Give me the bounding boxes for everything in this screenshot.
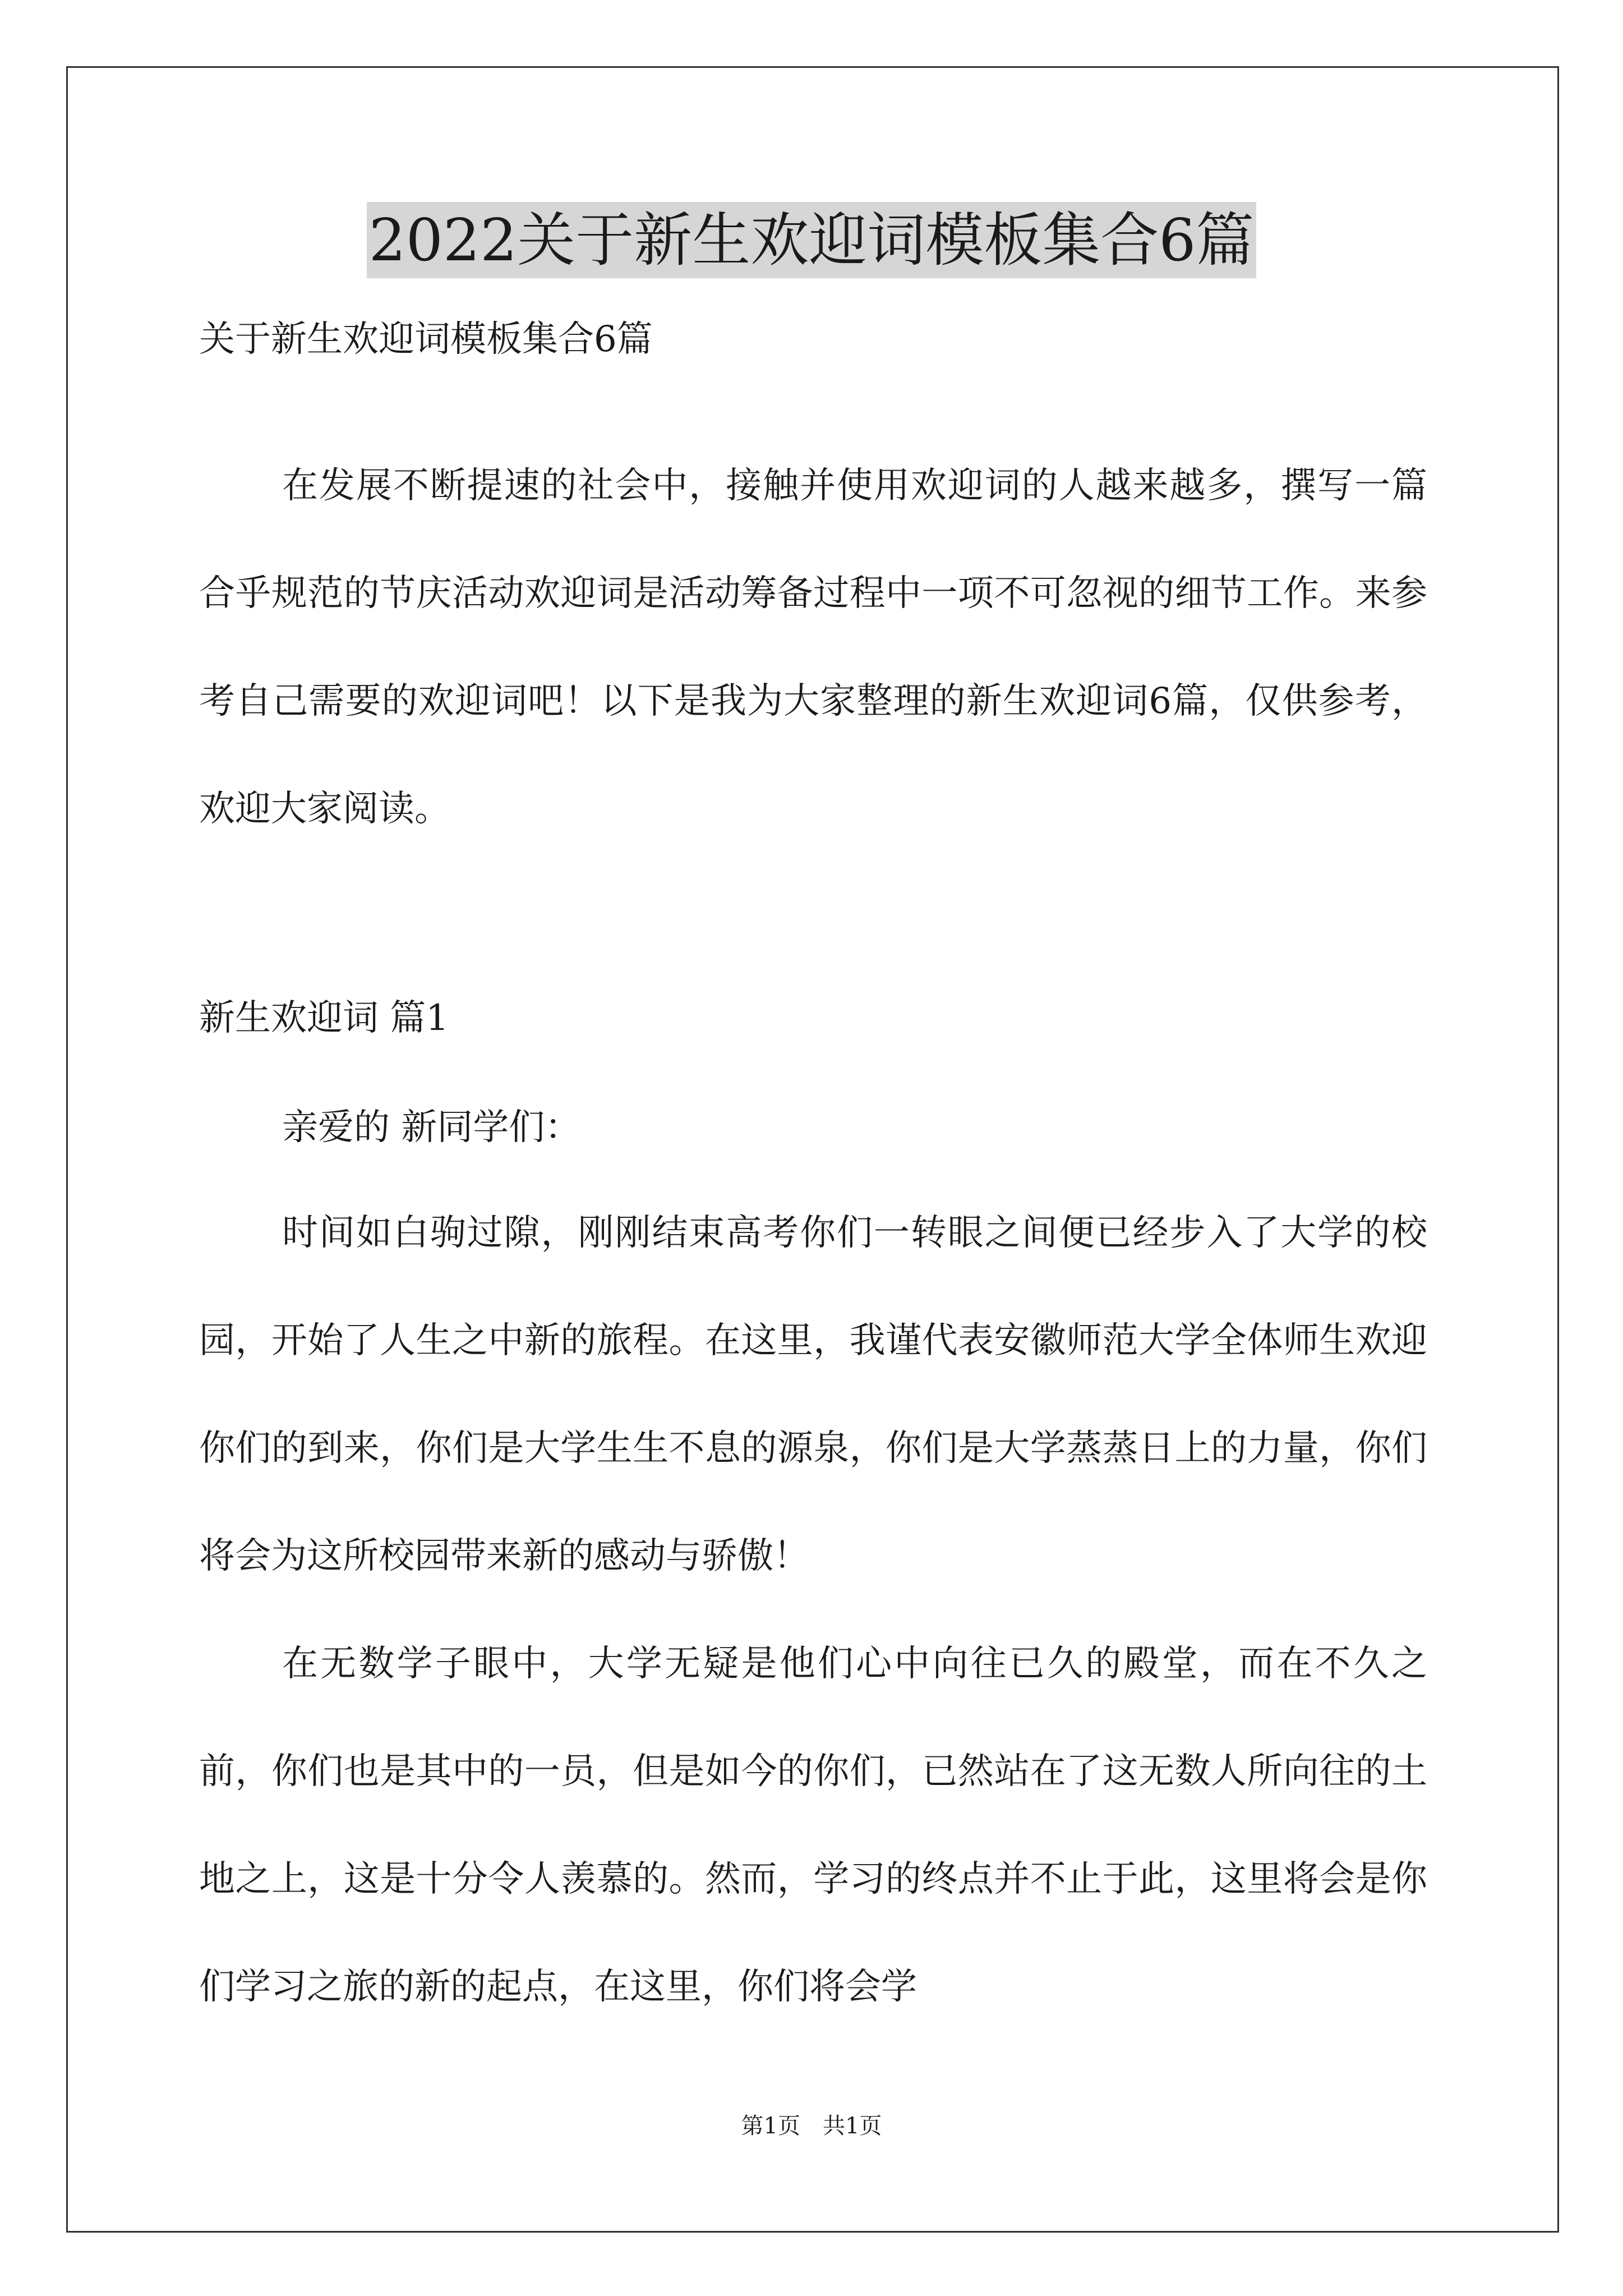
section-heading: 新生欢迎词 篇1 <box>199 997 449 1039</box>
greeting-line: 亲爱的 新同学们： <box>282 1107 581 1148</box>
document-title: 2022关于新生欢迎词模板集合6篇 <box>367 202 1257 278</box>
document-subtitle: 关于新生欢迎词模板集合6篇 <box>199 319 653 360</box>
body-paragraph: 时间如白驹过隙，刚刚结束高考你们一转眼之间便已经步入了大学的校园，开始了人生之中新的旅程。在这里，我谨代表安徽师范大学全体师生欢迎你们的到来，你们是大学生生不息的源泉，你们是大学蒸蒸日上的力量，你们将会为这所校园带来新的感动与骄傲！ <box>199 1212 1427 1577</box>
page-footer: 第1页 共1页 <box>741 2113 882 2139</box>
body-paragraph: 在无数学子眼中，大学无疑是他们心中向往已久的殿堂，而在不久之前，你们也是其中的一员，但是如今的你们，已然站在了这无数人所向往的土地之上，这是十分令人羡慕的。然而，学习的终点并不止于此，这里将会是你们学习之旅的新的起点，在这里，你们将会学 <box>199 1643 1427 2008</box>
intro-paragraph: 在发展不断提速的社会中，接触并使用欢迎词的人越来越多，撰写一篇合乎规范的节庆活动欢迎词是活动筹备过程中一项不可忽视的细节工作。来参考自己需要的欢迎词吧！以下是我为大家整理的新生欢迎词6篇，仅供参考，欢迎大家阅读。 <box>199 465 1427 830</box>
title-container <box>0 202 1623 278</box>
